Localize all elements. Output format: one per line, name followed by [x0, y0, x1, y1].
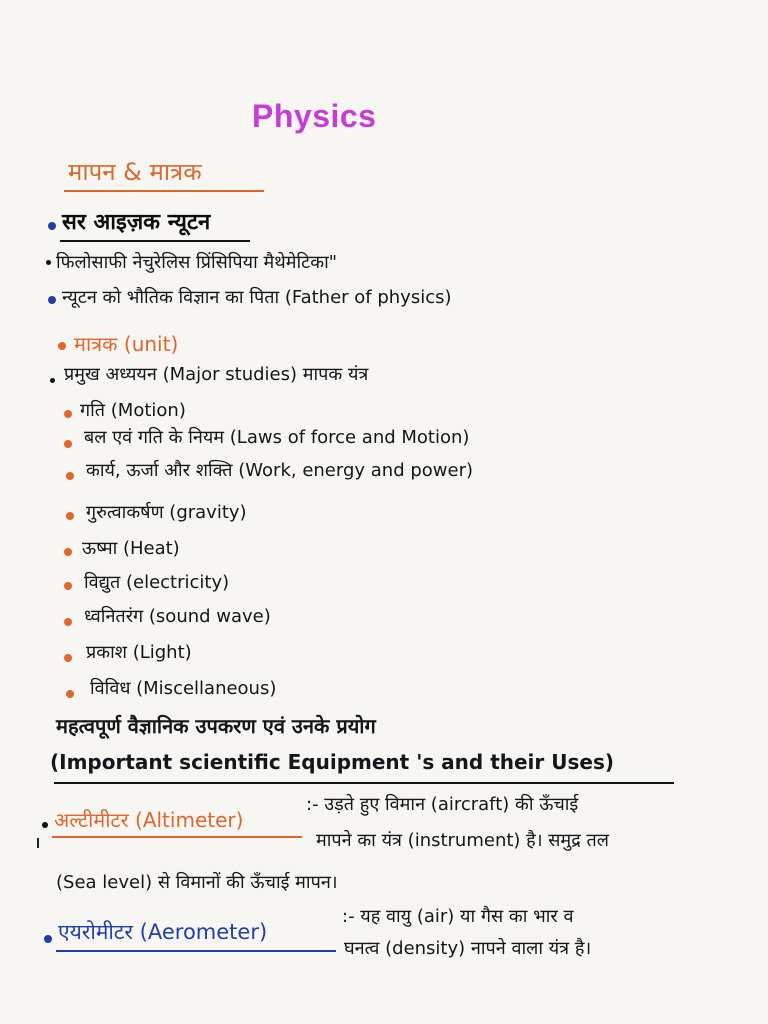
- list-item: प्रकाश (Light): [86, 642, 192, 663]
- list-item: गुरुत्वाकर्षण (gravity): [86, 502, 247, 523]
- section-heading-measurement: मापन & मात्रक: [68, 158, 202, 186]
- newton-heading: सर आइज़क न्यूटन: [62, 210, 211, 235]
- bullet-icon: [48, 222, 56, 230]
- altimeter-name: अल्टीमीटर (Altimeter): [54, 808, 244, 832]
- bullet-icon: [64, 582, 72, 590]
- principia-line: फिलोसाफी नेचुरेलिस प्रिंसिपिया मैथेमेटिका": [56, 252, 338, 273]
- list-item: ऊष्मा (Heat): [82, 538, 180, 559]
- bullet-icon: [64, 654, 72, 662]
- bullet-icon: [66, 512, 74, 520]
- aerometer-name: एयरोमीटर (Aerometer): [58, 920, 268, 944]
- aerometer-text-1: :- यह वायु (air) या गैस का भार व: [342, 906, 574, 927]
- list-item: विद्युत (electricity): [84, 572, 230, 593]
- equipment-heading-english: (Important scientific Equipment 's and their Uses): [50, 750, 614, 774]
- altimeter-underline: [52, 836, 302, 838]
- list-item: गति (Motion): [80, 400, 186, 421]
- list-item: कार्य, ऊर्जा और शक्ति (Work, energy and power): [86, 460, 473, 481]
- bullet-icon: [42, 822, 48, 828]
- bullet-icon: [46, 260, 51, 265]
- bullet-icon: [58, 342, 66, 350]
- list-item: विविध (Miscellaneous): [90, 678, 277, 699]
- father-of-physics-line: न्यूटन को भौतिक विज्ञान का पिता (Father of physics): [62, 287, 452, 308]
- bullet-icon: [64, 618, 72, 626]
- equipment-underline: [54, 782, 674, 784]
- newton-underline: [60, 240, 250, 242]
- altimeter-text-1: :- उड़ते हुए विमान (aircraft) की ऊँचाई: [306, 794, 579, 815]
- bullet-icon: [66, 472, 74, 480]
- aerometer-text-2: घनत्व (density) नापने वाला यंत्र है।: [344, 938, 592, 959]
- page-title: Physics: [252, 98, 377, 134]
- list-item: ध्वनितरंग (sound wave): [84, 606, 271, 627]
- aerometer-underline: [56, 950, 336, 952]
- heading-underline: [64, 190, 264, 192]
- bullet-icon: [64, 548, 72, 556]
- major-studies-line: प्रमुख अध्ययन (Major studies) मापक यंत्र: [64, 364, 369, 385]
- bullet-icon: [64, 440, 72, 448]
- bullet-icon: [44, 935, 52, 943]
- altimeter-text-3: (Sea level) से विमानों की ऊँचाई मापन।: [56, 872, 338, 893]
- bullet-icon: [66, 690, 74, 698]
- list-item: बल एवं गति के नियम (Laws of force and Motion): [84, 427, 470, 448]
- margin-mark: [37, 838, 39, 848]
- equipment-heading-hindi: महत्वपूर्ण वैज्ञानिक उपकरण एवं उनके प्रयोग: [56, 714, 376, 738]
- bullet-icon: [50, 378, 55, 383]
- altimeter-text-2: मापने का यंत्र (instrument) है। समुद्र तल: [316, 830, 609, 851]
- unit-heading: मात्रक (unit): [74, 332, 179, 356]
- bullet-icon: [64, 410, 72, 418]
- bullet-icon: [48, 296, 56, 304]
